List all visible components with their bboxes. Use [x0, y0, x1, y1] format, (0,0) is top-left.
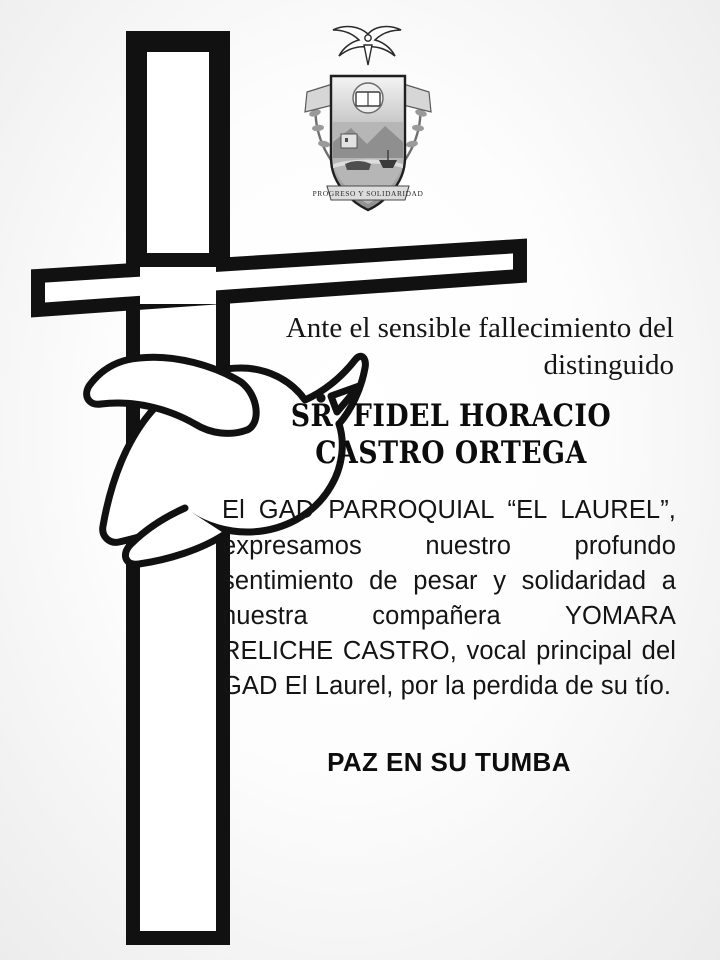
intro-text: Ante el sensible fallecimiento del distinguido: [285, 312, 674, 382]
deceased-name: [231, 398, 671, 471]
condolence-body: El GAD PARROQUIAL “EL LAUREL”, expresamos nuestro profundo sentimiento de pesar y solidaridad a nuestra compañera YOMARA RELICHE CASTRO, vocal principal del GAD El Laurel, por la perdida de su tío.: [222, 496, 676, 701]
deceased-name-line-1: SR. FIDEL HORACIO: [290, 398, 612, 435]
message-block: [222, 310, 684, 778]
emblem-motto: PROGRESO Y SOLIDARIDAD: [312, 189, 424, 198]
closing-text: PAZ EN SU TUMBA: [327, 746, 571, 777]
deceased-name-line-2: CASTRO ORTEGA: [315, 434, 587, 471]
